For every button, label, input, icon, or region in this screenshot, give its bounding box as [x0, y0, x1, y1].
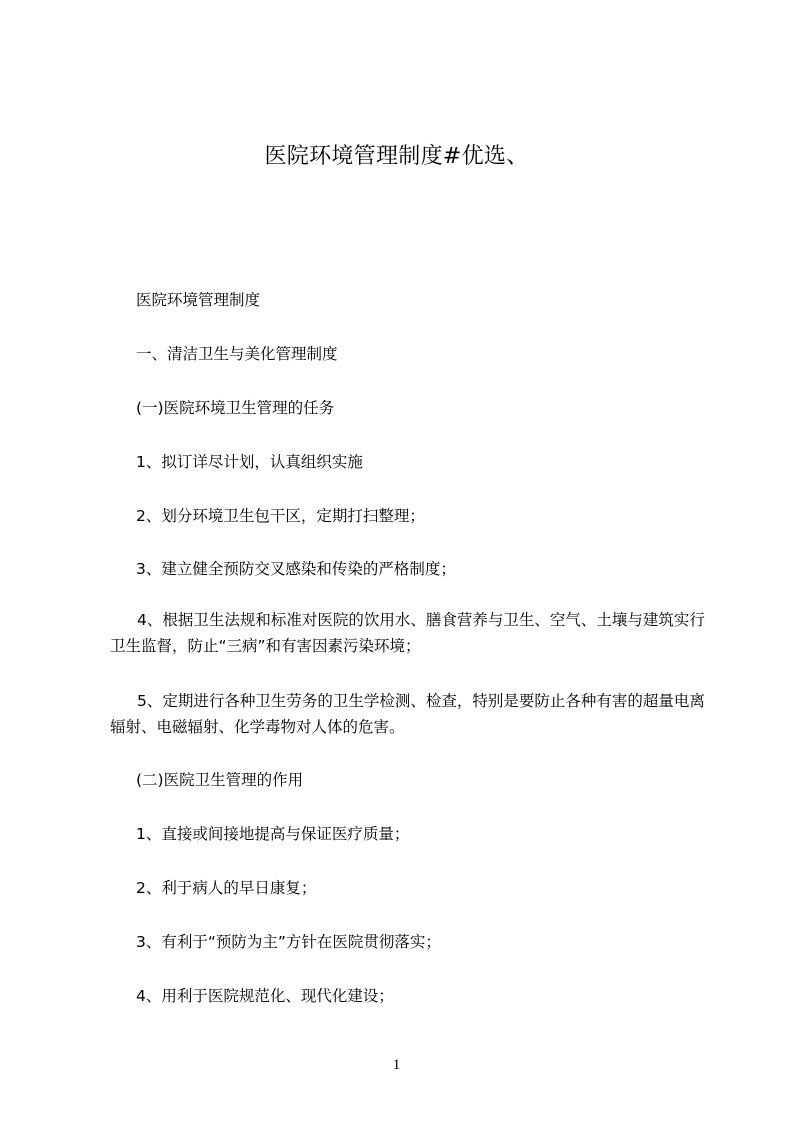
paragraph-list-item: 3、有利于“预防为主”方针在医院贯彻落实； — [136, 933, 441, 951]
paragraph-subsection-heading: (二)医院卫生管理的作用 — [136, 771, 304, 789]
paragraph-list-item: 1、拟订详尽计划，认真组织实施 — [136, 453, 363, 471]
paragraph-list-item: 2、利于病人的早日康复； — [136, 879, 317, 897]
paragraph-subsection-heading: (一)医院环境卫生管理的任务 — [136, 399, 335, 417]
paragraph-list-item: 1、直接或间接地提高与保证医疗质量； — [136, 825, 410, 843]
paragraph-list-item: 4、用利于医院规范化、现代化建设； — [136, 987, 394, 1005]
paragraph-section-heading: 一、清洁卫生与美化管理制度 — [136, 345, 338, 363]
paragraph-list-item: 4、根据卫生法规和标准对医院的饮用水、膳食营养与卫生、空气、土壤与建筑实行卫生监督，防止“三病”和有害因素污染环境； — [110, 611, 705, 655]
paragraph-list-item: 5、定期进行各种卫生劳务的卫生学检测、检查，特别是要防止各种有害的超量电离辐射、电磁辐射、化学毒物对人体的危害。 — [110, 692, 705, 736]
paragraph-doc-heading: 医院环境管理制度 — [136, 291, 261, 309]
paragraph-list-item: 3、建立健全预防交叉感染和传染的严格制度； — [136, 560, 456, 578]
page-number: 1 — [392, 1057, 401, 1073]
paragraph-list-item: 2、划分环境卫生包干区，定期打扫整理； — [136, 507, 425, 525]
page-title: 医院环境管理制度#优选、 — [264, 144, 529, 169]
